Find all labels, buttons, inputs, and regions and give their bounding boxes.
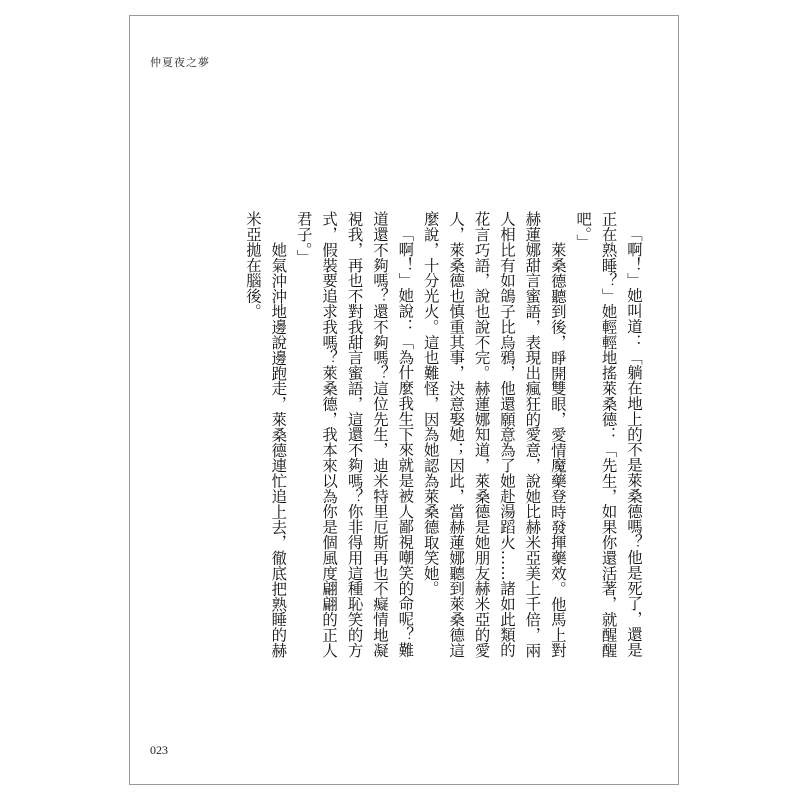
running-head: 仲夏夜之夢 <box>150 56 210 69</box>
paragraph-2: 萊桑德聽到後，睜開雙眼，愛情魔藥登時發揮藥效。他馬上對赫蓮娜甜言蜜語，表現出瘋狂的愛意，說她比赫米亞美上千倍，兩人相比有如鴿子比烏鴉，他還願意為了她赴湯蹈火……諸如此類的花言巧語，說也說不完。赫蓮娜知道，萊桑德是她朋友赫米亞的愛人，萊桑德也慎重其事，決意娶她；因此，當赫蓮娜聽到萊桑德這麼說，十分光火。這也難怪，因為她認為萊桑德取笑她。 <box>421 211 567 658</box>
page-number: 023 <box>150 743 168 757</box>
paragraph-3: 「啊！」她說：「為什麼我生下來就是被人鄙視嘲笑的命呢？難道還不夠嗎？還不夠嗎？這位先生，迪米特里厄斯再也不癡情地凝視我，再也不對我甜言蜜語，這還不夠嗎？你非得用這種恥笑的方式，假裝要追求我嗎？萊桑德，我本來以為你是個風度翩翩的正人君子。」 <box>294 211 415 658</box>
body-text <box>186 211 646 671</box>
paragraph-4: 她氣沖沖地邊說邊跑走，萊桑德連忙追上去，徹底把熟睡的赫米亞拋在腦後。 <box>243 211 288 658</box>
book-page <box>129 15 679 785</box>
paragraph-1: 「啊！」她叫道：「躺在地上的不是萊桑德嗎？他是死了，還是正在熟睡？」她輕輕地搖萊桑德：「先生，如果你還活著，就醒醒吧。」 <box>574 211 643 658</box>
